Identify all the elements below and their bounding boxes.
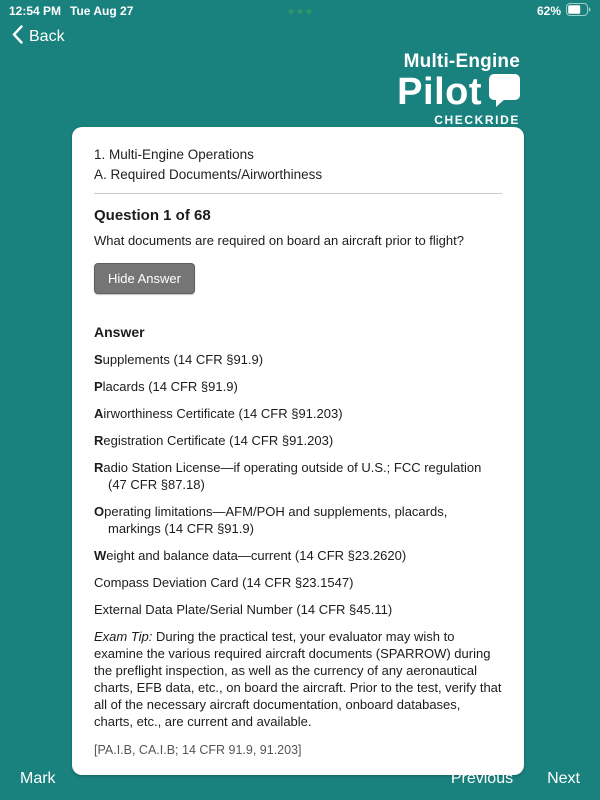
clock-date: Tue Aug 27 — [70, 4, 134, 18]
divider — [94, 193, 502, 194]
exam-tip-text: During the practical test, your evaluator may wish to examine the various required aircraft documents (SPARROW) during the preflight inspection, as well as the currency of any aeronautical charts, EFB data, etc., on board the aircraft. Prior to the test, verify that all of the necessary aircraft documentation, onboard databases, charts, etc., are current and available. — [94, 629, 502, 729]
acs-reference: [PA.I.B, CA.I.B; 14 CFR 91.9, 91.203] — [94, 743, 302, 757]
next-button[interactable]: Next — [547, 770, 580, 787]
exam-tip — [94, 628, 502, 730]
back-button[interactable] — [12, 25, 65, 49]
logo-multi-engine: Multi-Engine — [403, 51, 520, 72]
section-title: A. Required Documents/Airworthiness — [94, 167, 323, 182]
app-logo — [397, 52, 520, 126]
answer-item: Registration Certificate (14 CFR §91.203) — [94, 433, 334, 448]
previous-button[interactable]: Previous — [450, 770, 514, 787]
battery-percent: 62% — [536, 4, 561, 18]
exam-tip-label: Exam Tip: — [94, 629, 153, 644]
answer-item: Weight and balance data—current (14 CFR §23.2620) — [94, 548, 407, 563]
question-number: Question 1 of 68 — [94, 207, 211, 224]
answer-item: Airworthiness Certificate (14 CFR §91.203) — [94, 406, 343, 421]
answer-item: Operating limitations—AFM/POH and supplements, placards, markings (14 CFR §91.9) — [94, 504, 448, 536]
answer-item: Radio Station License—if operating outside of U.S.; FCC regulation (47 CFR §87.18) — [94, 460, 482, 492]
logo-pilot: Pilot — [397, 71, 482, 113]
answer-item: Placards (14 CFR §91.9) — [94, 379, 238, 394]
multitask-indicator-dots — [289, 9, 312, 14]
clock-time: 12:54 PM — [9, 4, 62, 18]
logo-checkride: CHECKRIDE — [434, 113, 520, 127]
question-card — [72, 127, 524, 775]
hide-answer-button[interactable]: Hide Answer — [94, 263, 195, 294]
answer-item: External Data Plate/Serial Number (14 CFR §45.11) — [94, 602, 393, 617]
speech-bubble-icon — [489, 74, 520, 111]
mark-button[interactable]: Mark — [20, 770, 56, 787]
answer-heading: Answer — [94, 324, 145, 340]
question-text: What documents are required on board an aircraft prior to flight? — [94, 233, 464, 248]
answer-item: Supplements (14 CFR §91.9) — [94, 352, 264, 367]
answer-item: Compass Deviation Card (14 CFR §23.1547) — [94, 575, 354, 590]
bottom-toolbar — [0, 770, 600, 788]
chevron-left-icon — [12, 25, 23, 49]
chapter-title: 1. Multi-Engine Operations — [94, 147, 254, 162]
back-label: Back — [29, 28, 65, 45]
battery-icon — [566, 3, 591, 19]
